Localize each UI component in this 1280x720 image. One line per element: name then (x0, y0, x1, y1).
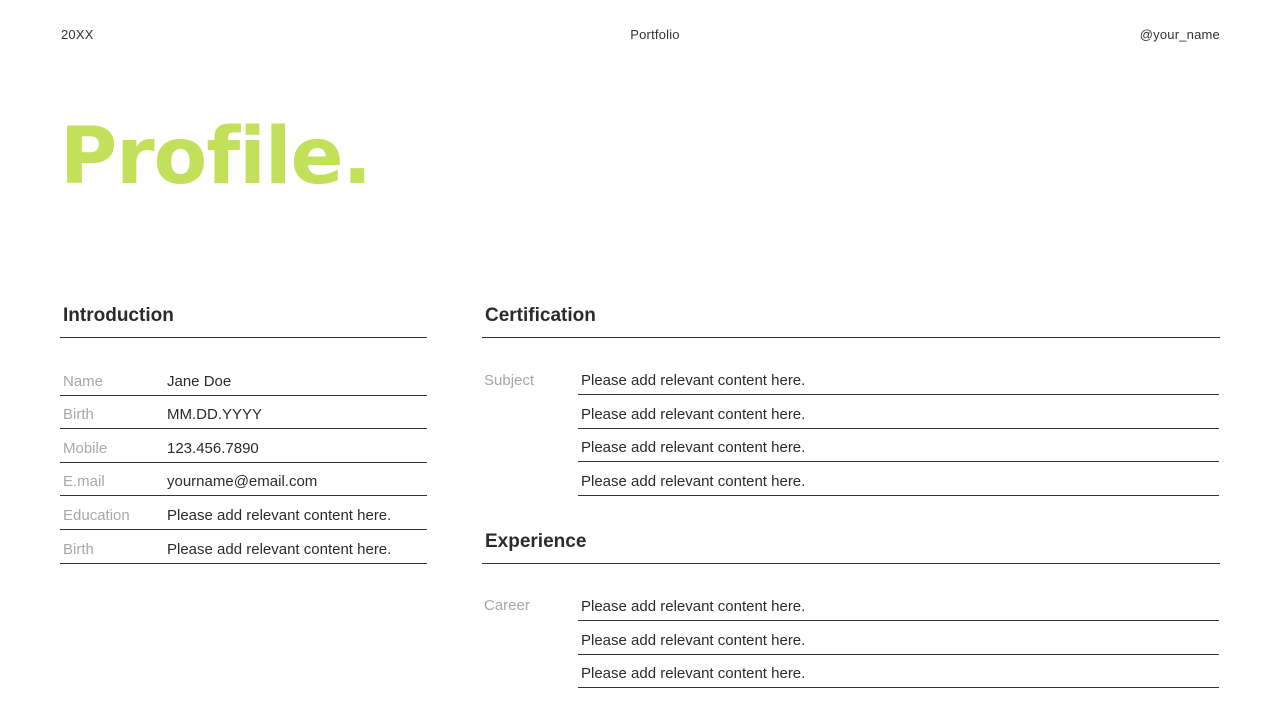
intro-row-birth-2 (60, 530, 427, 564)
intro-value: 123.456.7890 (167, 439, 259, 457)
certification-item: Please add relevant content here. (581, 405, 806, 423)
experience-row (578, 621, 1219, 654)
intro-value: Jane Doe (167, 372, 232, 390)
page-title: Profile. (60, 112, 372, 202)
intro-row-name (60, 362, 427, 396)
certification-item: Please add relevant content here. (581, 372, 806, 390)
certification-subject-label: Subject (484, 372, 535, 389)
experience-heading: Experience (482, 531, 1220, 564)
intro-value: Please add relevant content here. (167, 506, 392, 524)
intro-label: Birth (63, 406, 94, 424)
certification-item: Please add relevant content here. (581, 472, 806, 490)
intro-label: Mobile (63, 439, 108, 457)
experience-career-label: Career (484, 597, 530, 614)
experience-item: Please add relevant content here. (581, 665, 806, 683)
experience-item: Please add relevant content here. (581, 631, 806, 649)
certification-list (578, 362, 1219, 496)
experience-row (578, 588, 1219, 621)
intro-row-email (60, 463, 427, 497)
certification-row (578, 362, 1219, 395)
intro-row-mobile (60, 429, 427, 463)
experience-item: Please add relevant content here. (581, 598, 806, 616)
experience-list (578, 588, 1219, 688)
certification-row (578, 395, 1219, 428)
experience-row (578, 655, 1219, 688)
certification-row (578, 462, 1219, 495)
intro-row-birth (60, 396, 427, 430)
intro-label: Education (63, 506, 130, 524)
introduction-heading: Introduction (60, 305, 427, 338)
header-portfolio: Portfolio (630, 27, 680, 42)
certification-heading: Certification (482, 305, 1220, 338)
intro-row-education (60, 496, 427, 530)
certification-row (578, 429, 1219, 462)
intro-label: Birth (63, 540, 94, 558)
intro-value: yourname@email.com (167, 473, 318, 491)
intro-label: E.mail (63, 473, 105, 491)
header-handle: @your_name (1139, 27, 1220, 42)
intro-label: Name (63, 372, 104, 390)
introduction-list (60, 362, 427, 564)
certification-item: Please add relevant content here. (581, 439, 806, 457)
intro-value: Please add relevant content here. (167, 540, 392, 558)
intro-value: MM.DD.YYYY (167, 406, 263, 424)
header-year: 20XX (61, 27, 94, 42)
